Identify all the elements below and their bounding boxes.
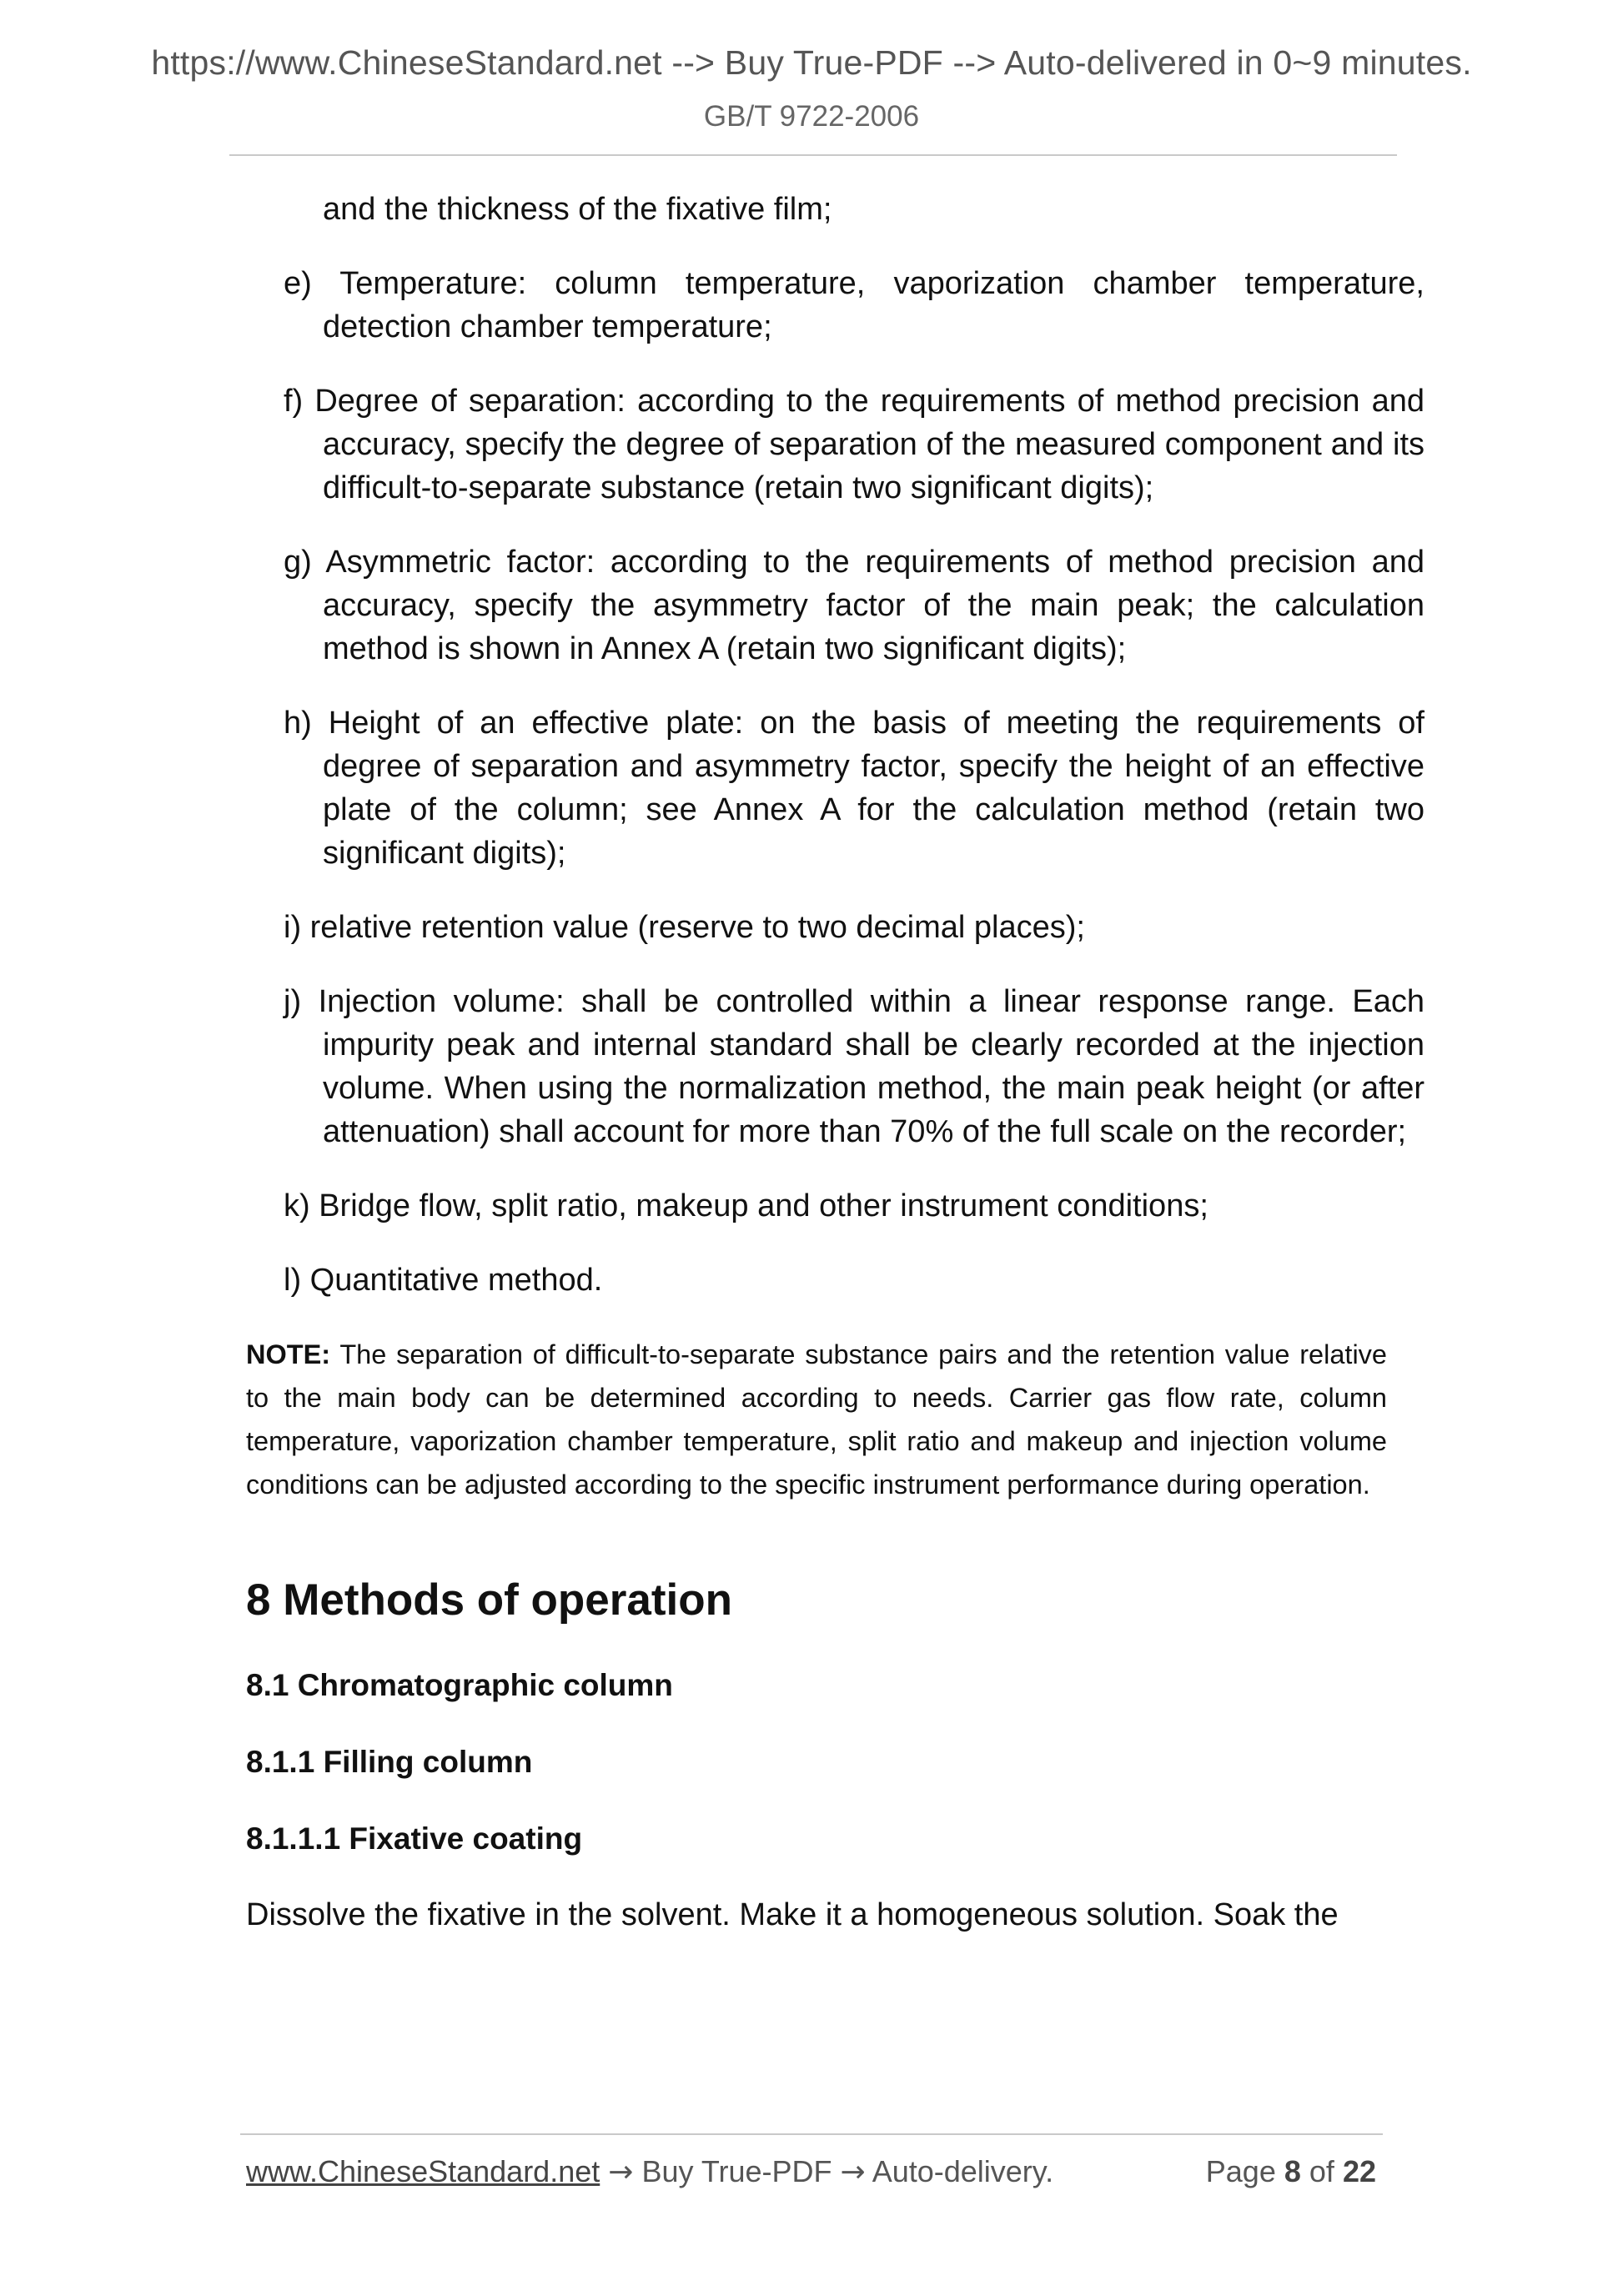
list-item-e: e) Temperature: column temperature, vaporization chamber temperature, detection chamber temperature;	[284, 266, 1425, 344]
footer	[246, 2154, 1376, 2189]
of-label: of	[1309, 2154, 1334, 2188]
note-label: NOTE:	[246, 1339, 331, 1369]
section-heading-8-1-1-1: 8.1.1.1 Fixative coating	[246, 1821, 583, 1856]
list-item-d-continued: and the thickness of the fixative film;	[323, 192, 832, 227]
page-content	[246, 188, 1425, 1937]
footer-site-link[interactable]: www.ChineseStandard.net	[246, 2154, 600, 2188]
note-paragraph	[246, 1333, 1387, 1506]
list-item-l: l) Quantitative method.	[284, 1263, 603, 1298]
list-item-j: j) Injection volume: shall be controlled within a linear response range. Each impurity peak and internal standard shall be clearly recorded at the injection volume. When using the normalization method, the main peak height (or after attenuation) shall account for more than 70% of the full scale on the recorder;	[284, 984, 1425, 1149]
header-divider	[229, 154, 1397, 156]
footer-auto-text: Auto-delivery.	[865, 2154, 1054, 2188]
section-heading-8: 8 Methods of operation	[246, 1575, 732, 1625]
list-item-f: f) Degree of separation: according to the requirements of method precision and accuracy, specify the degree of separation of the measured component and its difficult-to-separate substance (retain two significant digits);	[284, 384, 1425, 505]
page-number: 8	[1284, 2154, 1301, 2188]
body-paragraph: Dissolve the fixative in the solvent. Make it a homogeneous solution. Soak the	[246, 1897, 1339, 1932]
header-standard-number: GB/T 9722-2006	[703, 100, 920, 133]
header-url-line[interactable]: https://www.ChineseStandard.net --> Buy True-PDF --> Auto-delivered in 0~9 minutes.	[151, 43, 1472, 82]
list-item-k: k) Bridge flow, split ratio, makeup and other instrument conditions;	[284, 1188, 1208, 1223]
arrow-right-icon: →	[608, 2155, 634, 2189]
list-item-g: g) Asymmetric factor: according to the requirements of method precision and accuracy, specify the asymmetry factor of the main peak; the calculation method is shown in Annex A (retain two significant digits);	[284, 545, 1425, 666]
list-item-i: i) relative retention value (reserve to two decimal places);	[284, 910, 1085, 945]
page-total: 22	[1342, 2154, 1376, 2188]
section-heading-8-1: 8.1 Chromatographic column	[246, 1668, 673, 1702]
footer-divider	[240, 2133, 1383, 2135]
footer-buy-text: Buy True-PDF	[633, 2154, 841, 2188]
arrow-right-icon: →	[840, 2155, 866, 2189]
page-label: Page	[1205, 2154, 1276, 2188]
page-indicator	[1206, 2154, 1376, 2189]
note-text: The separation of difficult-to-separate substance pairs and the retention value relative to the main body can be determined according to needs. Carrier gas flow rate, column temperature, vaporization chamber temperature, split ratio and makeup and injection volume conditions can be adjusted according to the specific instrument performance during operation.	[246, 1339, 1387, 1500]
section-heading-8-1-1: 8.1.1 Filling column	[246, 1745, 533, 1779]
list-item-h: h) Height of an effective plate: on the basis of meeting the requirements of degree of separation and asymmetry factor, specify the height of an effective plate of the column; see Annex A for the calculation method (retain two significant digits);	[284, 706, 1425, 871]
